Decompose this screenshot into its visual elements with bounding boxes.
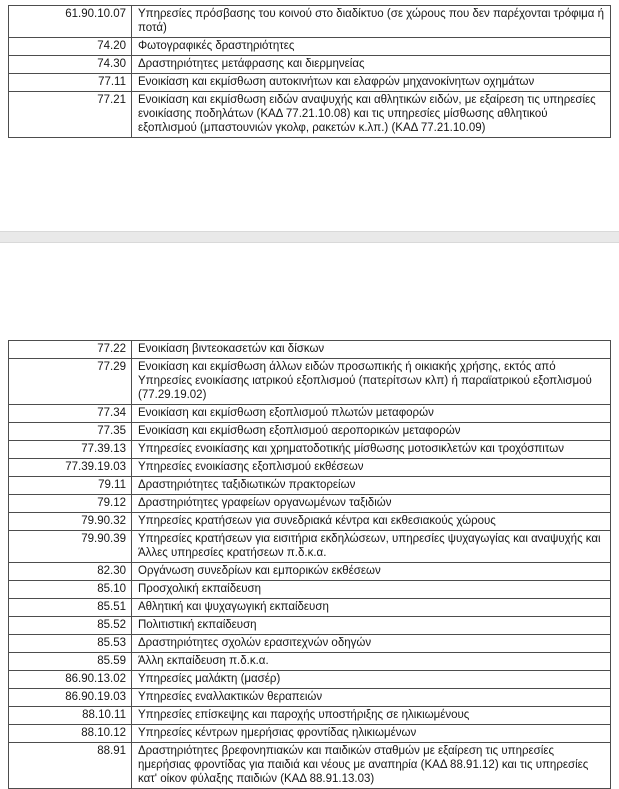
description-cell: Υπηρεσίες εναλλακτικών θεραπειών — [132, 689, 611, 707]
kad-code-cell: 88.10.12 — [9, 725, 132, 743]
kad-table-1-body — [9, 6, 611, 138]
document-page-1 — [0, 0, 619, 231]
document-page-2 — [0, 243, 619, 789]
description-cell: Ενοικίαση και εκμίσθωση αυτοκινήτων και ελαφρών μηχανοκίνητων οχημάτων — [132, 74, 611, 92]
description-cell: Πολιτιστική εκπαίδευση — [132, 617, 611, 635]
table-row — [9, 74, 611, 92]
table-row — [9, 459, 611, 477]
table-row — [9, 441, 611, 459]
kad-code-cell: 77.39.19.03 — [9, 459, 132, 477]
description-cell: Υπηρεσίες κρατήσεων για συνεδριακά κέντρα και εκθεσιακούς χώρους — [132, 513, 611, 531]
description-cell: Ενοικίαση και εκμίσθωση εξοπλισμού πλωτών μεταφορών — [132, 405, 611, 423]
table-row — [9, 581, 611, 599]
kad-code-cell: 86.90.19.03 — [9, 689, 132, 707]
kad-code-cell: 85.53 — [9, 635, 132, 653]
table-row — [9, 707, 611, 725]
table-row — [9, 725, 611, 743]
description-cell: Υπηρεσίες επίσκεψης και παροχής υποστήριξης σε ηλικιωμένους — [132, 707, 611, 725]
kad-code-cell: 85.51 — [9, 599, 132, 617]
table-row — [9, 359, 611, 405]
kad-code-cell: 79.11 — [9, 477, 132, 495]
kad-code-cell: 77.34 — [9, 405, 132, 423]
table-row — [9, 92, 611, 138]
description-cell: Ενοικίαση και εκμίσθωση εξοπλισμού αεροπορικών μεταφορών — [132, 423, 611, 441]
table-row — [9, 635, 611, 653]
table-row — [9, 617, 611, 635]
table-row — [9, 689, 611, 707]
description-cell: Δραστηριότητες σχολών ερασιτεχνών οδηγών — [132, 635, 611, 653]
kad-code-cell: 74.20 — [9, 38, 132, 56]
table-row — [9, 495, 611, 513]
kad-code-cell: 77.21 — [9, 92, 132, 138]
kad-code-cell: 79.90.39 — [9, 531, 132, 563]
kad-table-2-body — [9, 341, 611, 789]
table-row — [9, 599, 611, 617]
description-cell: Άλλη εκπαίδευση π.δ.κ.α. — [132, 653, 611, 671]
kad-code-cell: 77.35 — [9, 423, 132, 441]
table-row — [9, 405, 611, 423]
description-cell: Υπηρεσίες μαλάκτη (μασέρ) — [132, 671, 611, 689]
kad-code-cell: 86.90.13.02 — [9, 671, 132, 689]
description-cell: Δραστηριότητες ταξιδιωτικών πρακτορείων — [132, 477, 611, 495]
description-cell: Δραστηριότητες βρεφονηπιακών και παιδικών σταθμών με εξαίρεση τις υπηρεσίες ημερήσιας φροντίδας για παιδιά και νέους με αναπηρία (ΚΑΔ 88.91.12) και τις υπηρεσίες κατ' οίκον φύλαξης παιδιών (ΚΑΔ 88.91.13.03) — [132, 743, 611, 789]
kad-code-cell: 85.59 — [9, 653, 132, 671]
description-cell: Δραστηριότητες μετάφρασης και διερμηνείας — [132, 56, 611, 74]
description-cell: Υπηρεσίες κρατήσεων για εισιτήρια εκδηλώσεων, υπηρεσίες ψυχαγωγίας και αναψυχής και Άλλες υπηρεσίες κρατήσεων π.δ.κ.α. — [132, 531, 611, 563]
description-cell: Ενοικίαση βιντεοκασετών και δίσκων — [132, 341, 611, 359]
table-row — [9, 6, 611, 38]
table-row — [9, 671, 611, 689]
description-cell: Αθλητική και ψυχαγωγική εκπαίδευση — [132, 599, 611, 617]
kad-code-cell: 79.90.32 — [9, 513, 132, 531]
table-row — [9, 531, 611, 563]
kad-code-cell: 74.30 — [9, 56, 132, 74]
kad-code-cell: 77.11 — [9, 74, 132, 92]
description-cell: Υπηρεσίες πρόσβασης του κοινού στο διαδίκτυο (σε χώρους που δεν παρέχονται τρόφιμα ή ποτά) — [132, 6, 611, 38]
page-separator — [0, 231, 619, 243]
table-row — [9, 423, 611, 441]
kad-table-page-2 — [8, 340, 611, 789]
kad-code-cell: 85.10 — [9, 581, 132, 599]
kad-code-cell: 61.90.10.07 — [9, 6, 132, 38]
description-cell: Οργάνωση συνεδρίων και εμπορικών εκθέσεων — [132, 563, 611, 581]
description-cell: Υπηρεσίες κέντρων ημερήσιας φροντίδας ηλικιωμένων — [132, 725, 611, 743]
description-cell: Ενοικίαση και εκμίσθωση ειδών αναψυχής και αθλητικών ειδών, με εξαίρεση τις υπηρεσίες ενοικίασης ποδηλάτων (ΚΑΔ 77.21.10.08) και τις υπηρεσίες μίσθωσης αθλητικού εξοπλισμού (μπαστουνιών γκολφ, ρακετών κ.λπ.) (ΚΑΔ 77.21.10.09) — [132, 92, 611, 138]
kad-table-page-1 — [8, 5, 611, 138]
table-row — [9, 563, 611, 581]
table-row — [9, 38, 611, 56]
description-cell: Δραστηριότητες γραφείων οργανωμένων ταξιδιών — [132, 495, 611, 513]
kad-code-cell: 77.22 — [9, 341, 132, 359]
table-row — [9, 341, 611, 359]
description-cell: Υπηρεσίες ενοικίασης και χρηματοδοτικής μίσθωσης μοτοσικλετών και τροχόσπιτων — [132, 441, 611, 459]
kad-code-cell: 88.10.11 — [9, 707, 132, 725]
kad-code-cell: 85.52 — [9, 617, 132, 635]
table-row — [9, 56, 611, 74]
kad-code-cell: 88.91 — [9, 743, 132, 789]
kad-code-cell: 77.39.13 — [9, 441, 132, 459]
table-row — [9, 513, 611, 531]
table-row — [9, 743, 611, 789]
description-cell: Φωτογραφικές δραστηριότητες — [132, 38, 611, 56]
kad-code-cell: 82.30 — [9, 563, 132, 581]
table-row — [9, 477, 611, 495]
kad-code-cell: 79.12 — [9, 495, 132, 513]
description-cell: Ενοικίαση και εκμίσθωση άλλων ειδών προσωπικής ή οικιακής χρήσης, εκτός από Υπηρεσίες ενοικίασης ιατρικού εξοπλισμού (πατερίτσων κλπ) ή παραϊατρικού εξοπλισμού (77.29.19.02) — [132, 359, 611, 405]
description-cell: Υπηρεσίες ενοικίασης εξοπλισμού εκθέσεων — [132, 459, 611, 477]
kad-code-cell: 77.29 — [9, 359, 132, 405]
table-row — [9, 653, 611, 671]
description-cell: Προσχολική εκπαίδευση — [132, 581, 611, 599]
